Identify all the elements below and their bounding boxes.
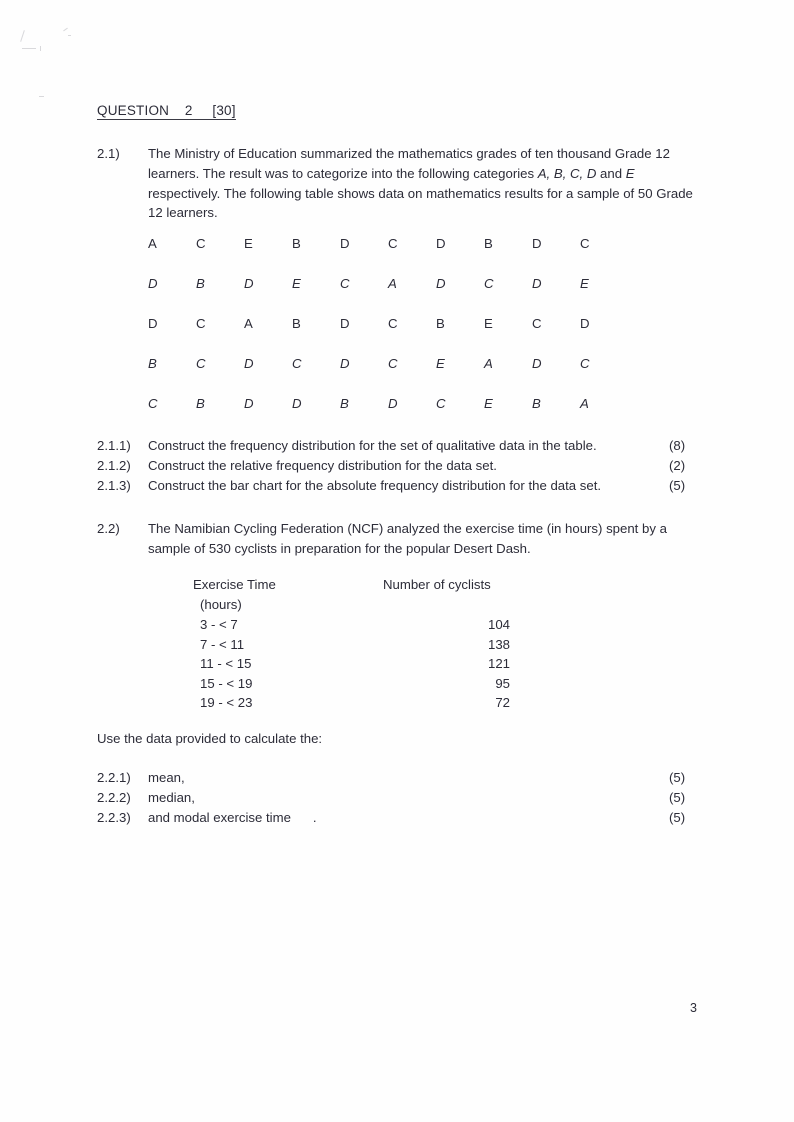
grades-data-grid: [140, 236, 640, 436]
grade-cell: C: [388, 316, 398, 331]
grade-cell: D: [580, 316, 590, 331]
sub-questions-2-2: [97, 770, 709, 830]
frequency-table: [193, 575, 523, 713]
grade-cell: D: [388, 396, 398, 411]
grade-cell: E: [244, 236, 253, 251]
sub-question-label: 2.1.1): [97, 438, 131, 453]
question-2-1: [97, 144, 709, 223]
grade-cell: D: [244, 276, 254, 291]
sub-question-marks: (5): [669, 770, 686, 785]
sub-question-row: [97, 458, 709, 478]
grade-cell: D: [532, 236, 542, 251]
sub-question-marks: (5): [669, 478, 686, 493]
cell-interval: 3 - < 7: [200, 617, 238, 632]
cell-interval: 7 - < 11: [200, 636, 245, 652]
sub-question-row: [97, 478, 709, 498]
scan-artifact: [68, 35, 71, 36]
grade-cell: A: [388, 276, 397, 291]
sub-question-marks: (2): [669, 458, 686, 473]
sub-question-label: 2.2.3): [97, 810, 131, 825]
grade-cell: E: [484, 316, 493, 331]
q21-text-part2: respectively. The following table shows data on mathematics results for a sample of 50 Grade 12 learners.: [148, 185, 693, 221]
sub-question-text: Construct the frequency distribution for the set of qualitative data in the table.: [148, 438, 597, 453]
sub-question-marks: (8): [669, 438, 686, 453]
grade-cell: B: [148, 356, 157, 371]
sub-question-label: 2.1.2): [97, 458, 131, 473]
grade-cell: D: [532, 356, 542, 371]
q21-categories: A, B, C, D: [537, 165, 597, 181]
grade-cell: C: [388, 236, 398, 251]
grades-row: [140, 356, 640, 396]
grade-cell: C: [532, 316, 542, 331]
grade-cell: D: [436, 276, 446, 291]
grade-cell: D: [340, 236, 350, 251]
table-row: [193, 615, 523, 635]
grade-cell: D: [244, 396, 254, 411]
scan-artifact: [63, 28, 68, 32]
q21-category-last: E: [625, 165, 635, 181]
question-2-1-text: [148, 144, 708, 223]
grades-row: [140, 276, 640, 316]
grade-cell: D: [292, 396, 302, 411]
grade-cell: B: [196, 276, 205, 291]
grade-cell: C: [196, 316, 206, 331]
grade-cell: D: [340, 316, 350, 331]
sub-question-marks: (5): [669, 790, 686, 805]
sub-question-text: median,: [148, 790, 195, 805]
grade-cell: D: [148, 316, 158, 331]
frequency-table-header: [193, 575, 523, 595]
grade-cell: C: [148, 396, 158, 411]
scan-artifact: [40, 46, 41, 51]
sub-questions-2-1: [97, 438, 709, 498]
cell-count: 138: [487, 636, 510, 652]
table-row: [193, 635, 523, 655]
q21-text-part1: The Ministry of Education summarized the mathematics grades of ten thousand Grade 12 learners. The result was to categorize into the following categories: [148, 146, 670, 181]
sub-question-row: [97, 770, 709, 790]
sub-question-text: mean,: [148, 770, 185, 785]
grade-cell: D: [244, 356, 254, 371]
grade-cell: B: [292, 316, 301, 331]
question-2-2-text: The Namibian Cycling Federation (NCF) analyzed the exercise time (in hours) spent by a sample of 530 cyclists in preparation for the popular Desert Dash.: [148, 521, 667, 556]
sub-question-marks: (5): [669, 810, 686, 825]
grade-cell: B: [484, 236, 493, 251]
column-header-number-of-cyclists: Number of cyclists: [383, 577, 491, 592]
grade-cell: D: [340, 356, 350, 371]
column-header-exercise-time: Exercise Time: [193, 577, 276, 592]
cell-count: 95: [495, 675, 510, 691]
sub-question-row: [97, 438, 709, 458]
grade-cell: A: [580, 396, 589, 411]
table-row: [193, 674, 523, 694]
grade-cell: A: [148, 236, 157, 251]
grade-cell: C: [436, 396, 446, 411]
question-2-1-number: 2.1): [97, 146, 120, 161]
page-title: QUESTION 2 [30]: [97, 103, 236, 118]
scan-artifact: [20, 30, 25, 42]
grade-cell: E: [292, 276, 301, 291]
grade-cell: B: [292, 236, 301, 251]
q21-and: and: [596, 165, 626, 181]
cell-count: 121: [487, 656, 510, 672]
sub-question-label: 2.1.3): [97, 478, 131, 493]
grade-cell: A: [484, 356, 493, 371]
sub-question-label: 2.2.1): [97, 770, 131, 785]
instruction-line: Use the data provided to calculate the:: [97, 731, 323, 746]
grade-cell: C: [292, 356, 302, 371]
grade-cell: E: [436, 356, 445, 371]
cell-interval: 11 - < 15: [200, 656, 252, 672]
grade-cell: B: [532, 396, 541, 411]
grade-cell: B: [340, 396, 349, 411]
grade-cell: D: [436, 236, 446, 251]
grade-cell: C: [580, 236, 590, 251]
grades-row: [140, 396, 640, 436]
sub-question-text: Construct the bar chart for the absolute frequency distribution for the data set.: [148, 478, 602, 493]
scan-artifact: [22, 48, 36, 49]
grade-cell: B: [196, 396, 205, 411]
question-2-2-number: 2.2): [97, 521, 120, 536]
scan-artifact: [39, 96, 44, 97]
grade-cell: C: [484, 276, 494, 291]
sub-question-text: Construct the relative frequency distribution for the data set.: [148, 458, 497, 473]
sub-question-row: [97, 810, 709, 830]
cell-count: 104: [487, 617, 510, 632]
grades-row: [140, 316, 640, 356]
sub-question-label: 2.2.2): [97, 790, 131, 805]
grade-cell: C: [196, 356, 206, 371]
table-row: [193, 693, 523, 713]
grade-cell: A: [244, 316, 253, 331]
grade-cell: C: [196, 236, 206, 251]
question-2-2: [97, 519, 709, 559]
grades-row: [140, 236, 640, 276]
grade-cell: E: [484, 396, 493, 411]
grade-cell: C: [388, 356, 398, 371]
cell-interval: 19 - < 23: [200, 695, 253, 711]
grade-cell: B: [436, 316, 445, 331]
column-header-units: (hours): [200, 597, 242, 612]
grade-cell: E: [580, 276, 589, 291]
cell-interval: 15 - < 19: [200, 675, 253, 691]
grade-cell: C: [340, 276, 350, 291]
table-row: [193, 654, 523, 674]
grade-cell: D: [148, 276, 158, 291]
page-number: 3: [690, 1001, 697, 1015]
sub-question-text: and modal exercise time .: [148, 810, 317, 825]
grade-cell: D: [532, 276, 542, 291]
cell-count: 72: [495, 695, 510, 711]
grade-cell: C: [580, 356, 590, 371]
sub-question-row: [97, 790, 709, 810]
